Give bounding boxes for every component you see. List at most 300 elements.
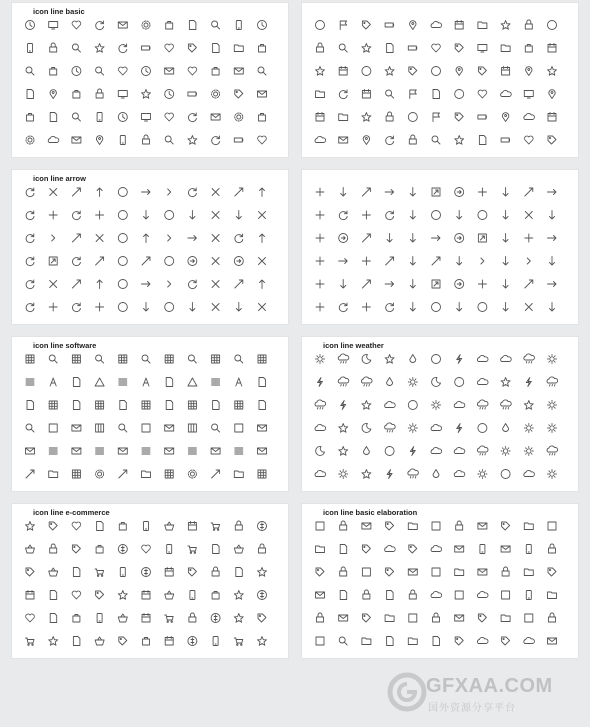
doc-icon: [433, 90, 440, 99]
heart-icon: [72, 591, 81, 599]
doc-icon: [387, 637, 394, 646]
panel-icon-line-basic-elaboration: [301, 503, 579, 659]
tag-icon: [362, 614, 370, 622]
drop-icon: [503, 424, 509, 432]
lock-icon: [96, 89, 103, 98]
icon-grid-svg: [24, 518, 280, 656]
lightning-icon: [387, 470, 392, 479]
lock-icon: [189, 613, 196, 622]
bars-icon: [142, 448, 150, 454]
table-icon: [188, 401, 196, 409]
star-icon: [455, 136, 464, 145]
gear-icon: [235, 113, 243, 121]
circle-icon: [408, 113, 417, 122]
mail-icon: [478, 523, 487, 529]
mail-icon: [118, 448, 127, 454]
diag-icon: [72, 280, 80, 288]
doc-icon: [259, 378, 266, 387]
doc-icon: [213, 44, 220, 53]
cross-icon: [525, 304, 532, 311]
lock-icon: [235, 521, 242, 530]
calendar-icon: [165, 568, 173, 577]
folder-icon: [385, 615, 394, 622]
bars-icon: [26, 379, 34, 385]
bars-icon: [212, 379, 220, 385]
icon-grid: [24, 17, 280, 155]
lightning-icon: [341, 401, 346, 410]
diag-icon: [362, 280, 370, 288]
circle-icon: [118, 257, 127, 266]
basket-icon: [118, 614, 127, 622]
cloud-icon: [431, 447, 442, 453]
drop-icon: [410, 355, 416, 363]
star-icon: [362, 44, 371, 53]
sun-icon: [548, 424, 557, 433]
cloud-icon: [315, 424, 326, 430]
search-icon: [49, 355, 57, 363]
refresh-icon: [339, 90, 347, 99]
arrowR-icon: [548, 236, 557, 241]
bars-icon: [235, 448, 243, 454]
basket-icon: [234, 545, 243, 553]
panel-icon-line-arrow: [11, 169, 289, 325]
moon-icon: [432, 377, 441, 386]
square-icon: [409, 614, 417, 622]
circArrow-icon: [234, 257, 243, 266]
square-icon: [316, 522, 324, 530]
heart-icon: [118, 67, 127, 75]
heart-icon: [165, 113, 174, 121]
refresh-icon: [73, 211, 81, 220]
star-icon: [362, 401, 371, 410]
arrowD-icon: [503, 257, 508, 266]
cloudrain-icon: [361, 377, 372, 386]
circle-icon: [362, 67, 371, 76]
table-icon: [258, 470, 266, 478]
icon-grid-svg: [24, 184, 280, 322]
plus-icon: [96, 303, 104, 311]
star-icon: [234, 591, 243, 600]
mail-icon: [258, 448, 267, 454]
table-icon: [142, 401, 150, 409]
plus-icon: [316, 257, 324, 265]
doc-icon: [340, 591, 347, 600]
coin-icon: [142, 568, 151, 577]
panel-title: icon line basic: [33, 7, 85, 16]
tag-icon: [478, 614, 486, 622]
circArrow-icon: [455, 188, 464, 197]
panel-title: icon line arrow: [33, 174, 86, 183]
arrowR-icon: [142, 282, 151, 287]
cloud-icon: [48, 136, 59, 142]
doc-icon: [73, 568, 80, 577]
drop-icon: [433, 470, 439, 478]
circle-icon: [432, 303, 441, 312]
mail-icon: [548, 638, 557, 644]
pin-icon: [456, 67, 462, 76]
phone-icon: [97, 614, 102, 623]
lightning-icon: [526, 378, 531, 387]
folder-icon: [49, 471, 58, 478]
arrowD-icon: [190, 211, 195, 220]
circle-icon: [478, 424, 487, 433]
refresh-icon: [73, 303, 81, 312]
star-icon: [501, 21, 510, 30]
arrowU-icon: [144, 234, 149, 243]
star-icon: [385, 355, 394, 364]
tag-icon: [409, 67, 417, 75]
cloud-icon: [524, 637, 535, 643]
lock-icon: [456, 521, 463, 530]
doc-icon: [479, 136, 486, 145]
panel-title: icon line weather: [323, 341, 384, 350]
mail-icon: [72, 448, 81, 454]
square-icon: [235, 424, 243, 432]
drop-icon: [387, 378, 393, 386]
arrowD-icon: [410, 257, 415, 266]
table-icon: [258, 355, 266, 363]
circle-icon: [165, 257, 174, 266]
tag-icon: [119, 637, 127, 645]
plus-icon: [362, 303, 370, 311]
circle-icon: [316, 21, 325, 30]
bag-icon: [50, 68, 57, 76]
cloud-icon: [431, 591, 442, 597]
calendar-icon: [502, 67, 510, 76]
cross-icon: [212, 212, 219, 219]
arrowR-icon: [548, 190, 557, 195]
tag-icon: [502, 522, 510, 530]
phone-icon: [213, 637, 218, 646]
tag-icon: [26, 568, 34, 576]
pin-icon: [502, 113, 508, 122]
refresh-icon: [212, 136, 220, 145]
cross-icon: [212, 258, 219, 265]
doc-icon: [166, 401, 173, 410]
lock-icon: [340, 521, 347, 530]
clock-icon: [118, 113, 127, 122]
table-icon: [165, 355, 173, 363]
phone-icon: [28, 44, 33, 53]
heart-icon: [478, 90, 487, 98]
arrowD-icon: [550, 303, 555, 312]
folder-icon: [524, 569, 533, 576]
tag-icon: [455, 44, 463, 52]
cloudrain-icon: [524, 354, 535, 363]
tag-icon: [49, 522, 57, 530]
tag-icon: [258, 614, 266, 622]
panel-icon-line-e-commerce: [11, 503, 289, 659]
bag-icon: [73, 91, 80, 99]
flag-icon: [433, 113, 440, 122]
icon-grid-svg: [314, 351, 570, 489]
mail-icon: [258, 425, 267, 431]
cloud-icon: [315, 136, 326, 142]
star-icon: [188, 136, 197, 145]
calendar-icon: [339, 67, 347, 76]
cloud-icon: [385, 401, 396, 407]
star-icon: [362, 470, 371, 479]
circle-icon: [548, 21, 557, 30]
calendar-icon: [548, 44, 556, 53]
monitor-icon: [142, 114, 151, 122]
cloud-icon: [524, 113, 535, 119]
arrowR-icon: [142, 190, 151, 195]
chevron-icon: [481, 258, 484, 264]
diag-icon: [432, 257, 440, 265]
arrowD-icon: [550, 257, 555, 266]
folder-icon: [501, 45, 510, 52]
cloud-icon: [431, 424, 442, 430]
refresh-icon: [26, 188, 34, 197]
cols-icon: [188, 424, 196, 432]
plus-icon: [316, 303, 324, 311]
phone-icon: [526, 545, 531, 554]
sun-icon: [524, 447, 533, 456]
folder-icon: [316, 91, 325, 98]
drop-icon: [363, 447, 369, 455]
refresh-icon: [386, 211, 394, 220]
search-icon: [258, 67, 266, 75]
bag-icon: [27, 114, 34, 122]
diag-icon: [235, 188, 243, 196]
circle-icon: [118, 234, 127, 243]
star-icon: [95, 44, 104, 53]
coin-icon: [258, 591, 267, 600]
mail-icon: [26, 448, 35, 454]
heart-icon: [26, 614, 35, 622]
table-icon: [96, 401, 104, 409]
icon-grid: [314, 184, 570, 322]
pin-icon: [50, 90, 56, 99]
cloud-icon: [454, 470, 465, 476]
diag-icon: [235, 280, 243, 288]
arrowD-icon: [457, 257, 462, 266]
bag-icon: [525, 45, 532, 53]
lock-icon: [525, 20, 532, 29]
sun-icon: [432, 401, 441, 410]
plus-icon: [316, 211, 324, 219]
bag-icon: [73, 615, 80, 623]
gear-icon: [212, 90, 220, 98]
cloud-icon: [524, 470, 535, 476]
search-icon: [188, 355, 196, 363]
table-icon: [26, 355, 34, 363]
mail-icon: [478, 569, 487, 575]
lock-icon: [212, 567, 219, 576]
phone-icon: [167, 545, 172, 554]
arrowD-icon: [387, 234, 392, 243]
circle-icon: [385, 447, 394, 456]
search-icon: [432, 136, 440, 144]
bars-icon: [96, 448, 104, 454]
circle-icon: [165, 303, 174, 312]
bag-icon: [143, 638, 150, 646]
battery-icon: [478, 115, 487, 119]
refresh-icon: [119, 44, 127, 53]
clock-icon: [165, 90, 174, 99]
doc-icon: [387, 591, 394, 600]
diag-icon: [142, 257, 150, 265]
cross-icon: [212, 189, 219, 196]
arrowR-icon: [385, 190, 394, 195]
arrowD-icon: [341, 188, 346, 197]
arrowU-icon: [97, 280, 102, 289]
folder-icon: [548, 592, 557, 599]
doc-icon: [27, 90, 34, 99]
heart-icon: [258, 136, 267, 144]
cart-icon: [26, 638, 35, 645]
table-icon: [165, 470, 173, 478]
clock-icon: [142, 67, 151, 76]
plus-icon: [316, 188, 324, 196]
calendar-icon: [548, 113, 556, 122]
table-icon: [212, 355, 220, 363]
doc-icon: [97, 522, 104, 531]
lightning-icon: [457, 424, 462, 433]
tag-icon: [502, 637, 510, 645]
square-icon: [432, 568, 440, 576]
lock-icon: [502, 567, 509, 576]
mail-icon: [165, 448, 174, 454]
battery-icon: [408, 46, 417, 50]
star-icon: [316, 67, 325, 76]
icon-grid-svg: [314, 518, 570, 656]
phone-icon: [97, 113, 102, 122]
diag-icon: [525, 280, 533, 288]
icon-grid-svg: [314, 184, 570, 322]
folder-icon: [234, 471, 243, 478]
sun-icon: [548, 355, 557, 364]
phone-icon: [190, 591, 195, 600]
star-icon: [142, 90, 151, 99]
table-icon: [119, 355, 127, 363]
circArrow-icon: [455, 280, 464, 289]
monitor-icon: [478, 45, 487, 53]
arrowD-icon: [503, 188, 508, 197]
search-icon: [26, 67, 34, 75]
search-icon: [386, 90, 394, 98]
watermark-subtext: 国外资源分享平台: [428, 703, 516, 714]
star-icon: [339, 424, 348, 433]
doc-icon: [50, 113, 57, 122]
bars-icon: [49, 448, 57, 454]
cloud-icon: [501, 355, 512, 361]
mail-icon: [316, 592, 325, 598]
flag-icon: [410, 90, 417, 99]
mail-icon: [339, 137, 348, 143]
folder-icon: [362, 638, 371, 645]
lock-icon: [386, 112, 393, 121]
doc-icon: [189, 21, 196, 30]
tag-icon: [96, 591, 104, 599]
circArrow-icon: [455, 234, 464, 243]
cross-icon: [50, 189, 57, 196]
tag-icon: [188, 568, 196, 576]
mail-icon: [455, 546, 464, 552]
circle-icon: [408, 401, 417, 410]
calendar-icon: [455, 21, 463, 30]
clock-icon: [72, 67, 81, 76]
tag-icon: [362, 545, 370, 553]
tag-icon: [386, 568, 394, 576]
circle-icon: [432, 67, 441, 76]
star-icon: [339, 447, 348, 456]
mail-icon: [165, 425, 174, 431]
cart-icon: [234, 638, 243, 645]
panel-icon-line-weather: [301, 336, 579, 492]
cloud-icon: [315, 470, 326, 476]
folder-icon: [501, 615, 510, 622]
plus-icon: [49, 303, 57, 311]
mail-icon: [501, 546, 510, 552]
lock-icon: [50, 43, 57, 52]
diag-icon: [119, 470, 127, 478]
sun-icon: [501, 447, 510, 456]
star-icon: [26, 522, 35, 531]
sun-icon: [316, 355, 325, 364]
panel-icon-line-arrow-continued: [301, 169, 579, 325]
refresh-icon: [26, 234, 34, 243]
heart-icon: [524, 136, 533, 144]
monitor-icon: [49, 22, 58, 30]
cross-icon: [212, 235, 219, 242]
cross-icon: [525, 212, 532, 219]
star-icon: [548, 67, 557, 76]
mail-icon: [118, 22, 127, 28]
battery-icon: [385, 23, 394, 27]
tag-icon: [548, 136, 556, 144]
refresh-icon: [26, 211, 34, 220]
refresh-icon: [339, 303, 347, 312]
heart-icon: [142, 545, 151, 553]
doc-icon: [50, 591, 57, 600]
mail-icon: [455, 615, 464, 621]
star-icon: [385, 67, 394, 76]
refresh-icon: [386, 303, 394, 312]
circle-icon: [501, 470, 510, 479]
refresh-icon: [26, 257, 34, 266]
triangle-icon: [188, 378, 197, 386]
circle-icon: [432, 355, 441, 364]
refresh-icon: [73, 257, 81, 266]
search-icon: [142, 355, 150, 363]
folder-icon: [408, 638, 417, 645]
circle-icon: [118, 303, 127, 312]
arrowD-icon: [503, 280, 508, 289]
panel-icon-line-basic-continued: [301, 2, 579, 158]
arrowR-icon: [188, 236, 197, 241]
chevron-icon: [168, 189, 171, 195]
calendar-icon: [142, 614, 150, 623]
heart-icon: [432, 44, 441, 52]
sun-icon: [408, 424, 417, 433]
doc-icon: [213, 401, 220, 410]
basket-icon: [165, 591, 174, 599]
tag-icon: [316, 568, 324, 576]
circle-icon: [455, 378, 464, 387]
pin-icon: [549, 90, 555, 99]
diag-icon: [26, 470, 34, 478]
mail-icon: [72, 425, 81, 431]
star-icon: [258, 568, 267, 577]
cart-icon: [188, 546, 197, 553]
cross-icon: [259, 258, 266, 265]
basket-icon: [165, 522, 174, 530]
lock-icon: [409, 590, 416, 599]
square-icon: [455, 591, 463, 599]
coin-icon: [258, 522, 267, 531]
